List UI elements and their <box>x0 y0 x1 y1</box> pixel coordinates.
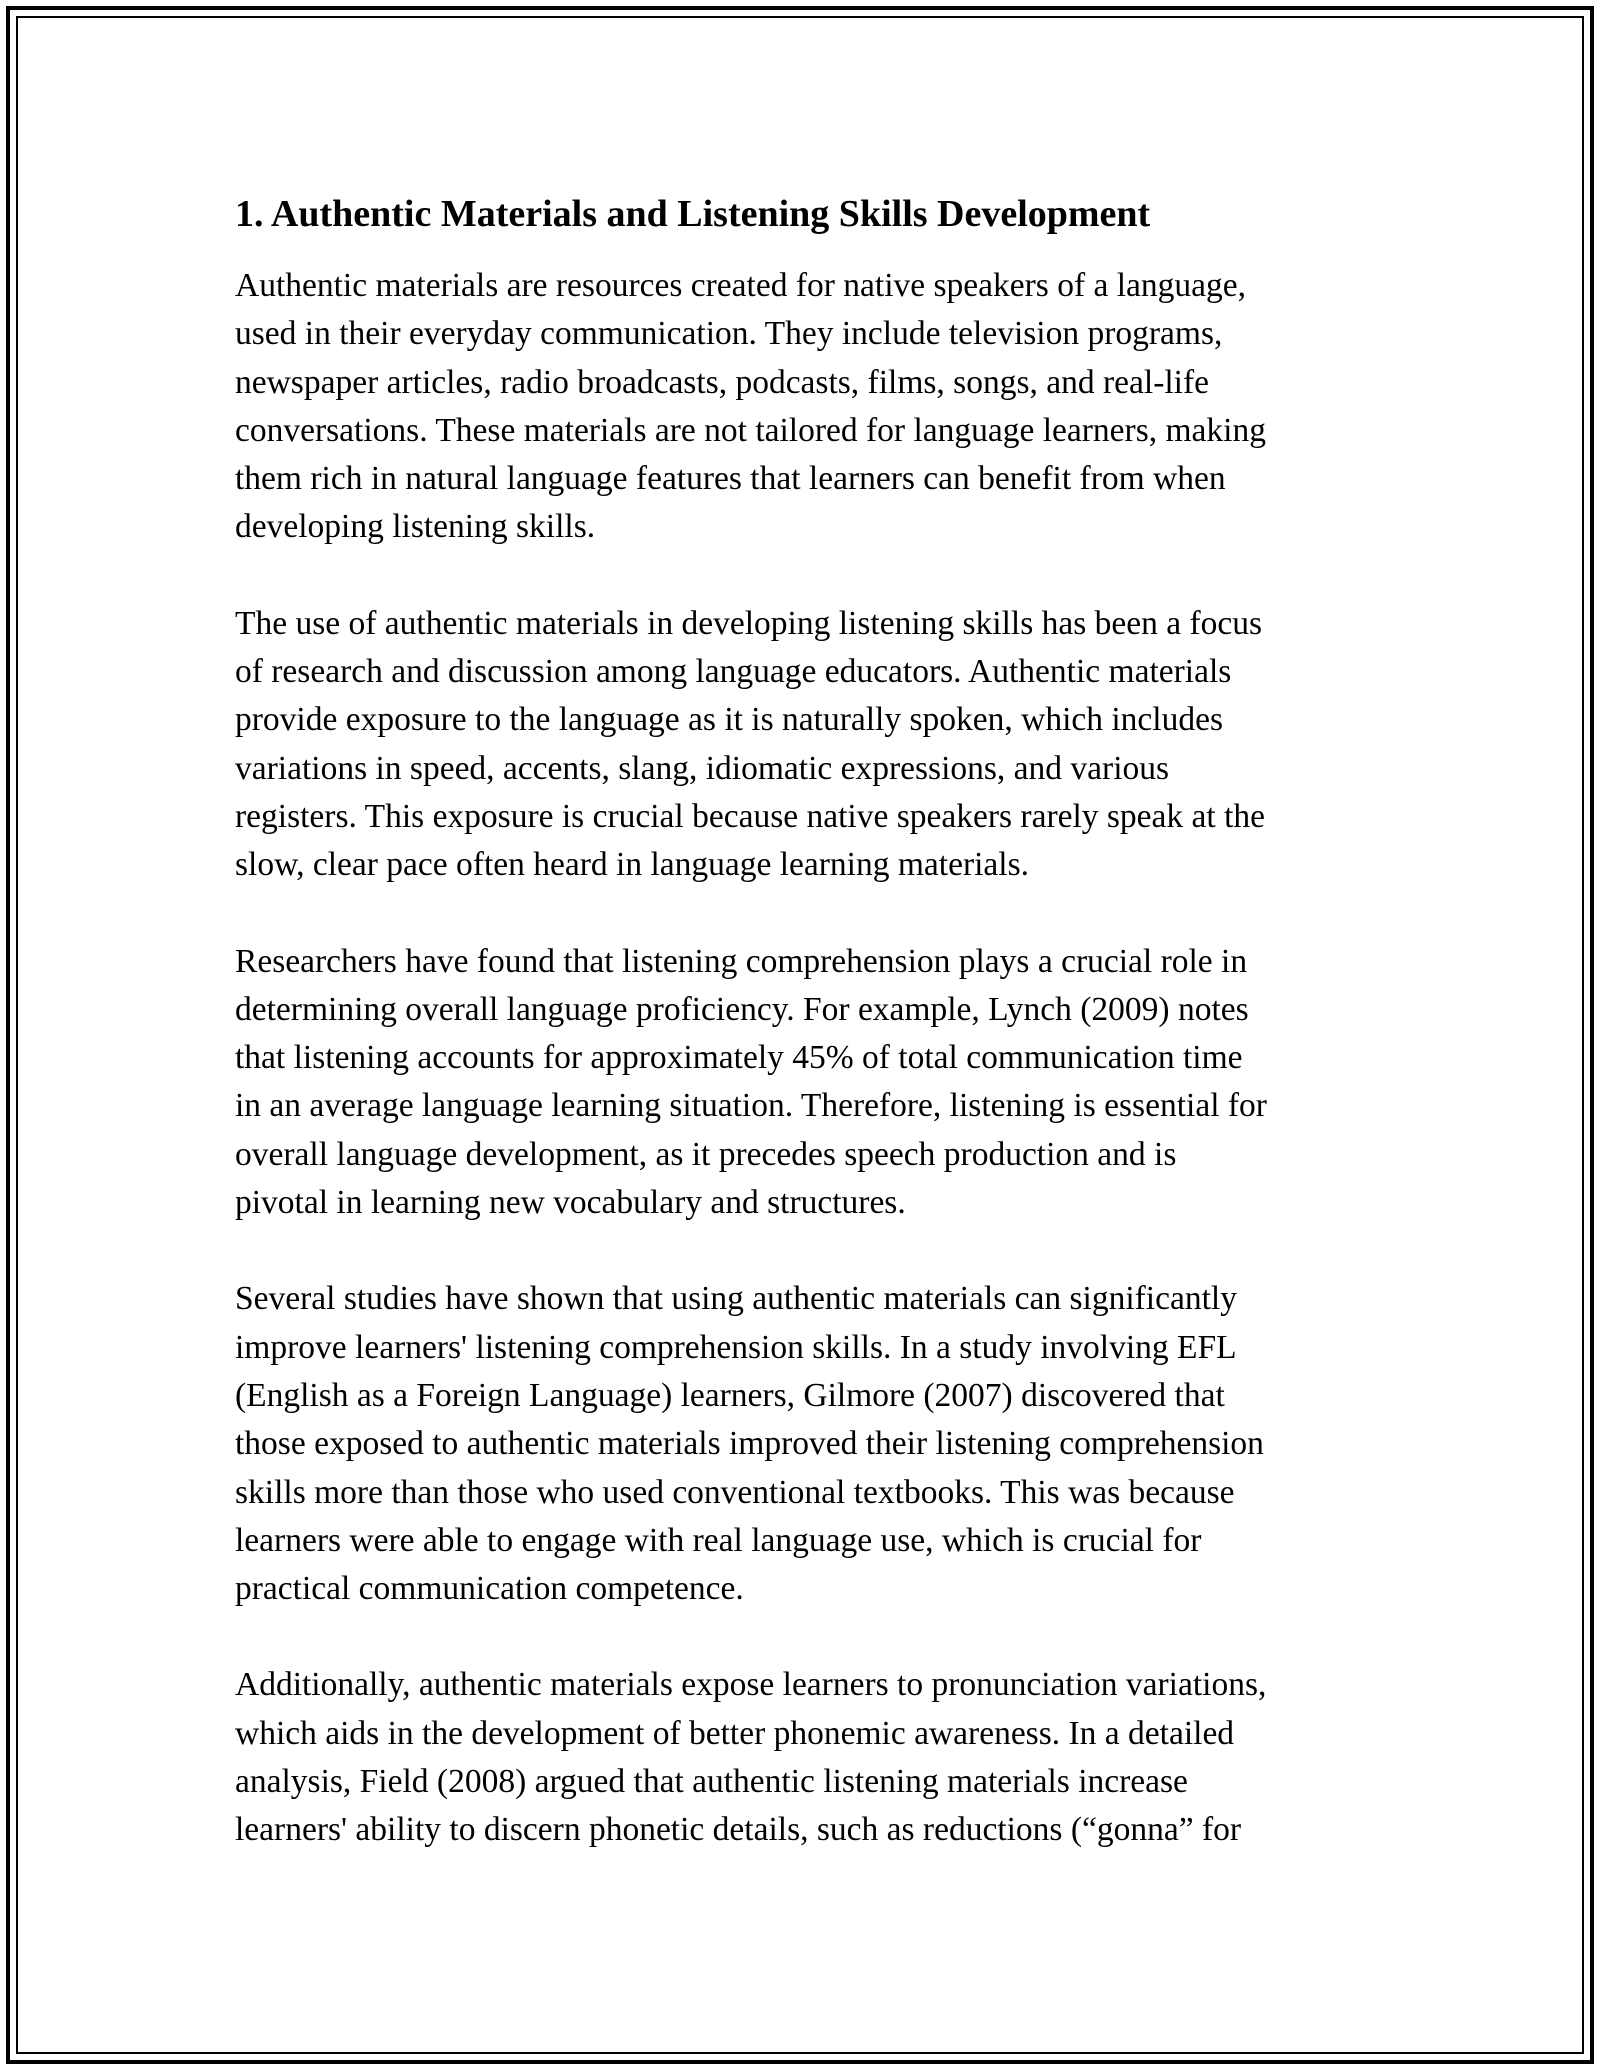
section-heading: 1. Authentic Materials and Listening Skills Development <box>235 193 1151 235</box>
paragraph-1: Authentic materials are resources created for native speakers of a language, used in their everyday communication. They include television programs, newspaper articles, radio broadcasts, podcasts, films, songs, and real-life conversations. These materials are not tailored for language learners, making them rich in natural language features that learners can benefit from when developing listening skills. <box>235 267 1266 546</box>
paragraph-4: Several studies have shown that using authentic materials can significantly improve learners' listening comprehension skills. In a study involving EFL (English as a Foreign Language) learners, Gilmore (2007) discovered that those exposed to authentic materials improved their listening comprehension skills more than those who used conventional textbooks. This was because learners were able to engage with real language use, which is crucial for practical communication competence. <box>235 1280 1264 1608</box>
document-body <box>235 186 1375 1903</box>
paragraph-5: Additionally, authentic materials expose learners to pronunciation variations, which aids in the development of better phonemic awareness. In a detailed analysis, Field (2008) argued that authentic listening materials increase learners' ability to discern phonetic details, such as reductions (“gonna” for <box>235 1666 1267 1849</box>
paragraph-2: The use of authentic materials in developing listening skills has been a focus of research and discussion among language educators. Authentic materials provide exposure to the language as it is naturally spoken, which includes variations in speed, accents, slang, idiomatic expressions, and various registers. This exposure is crucial because native speakers rarely speak at the slow, clear pace often heard in language learning materials. <box>235 604 1266 884</box>
paragraph-3: Researchers have found that listening comprehension plays a crucial role in determining overall language proficiency. For example, Lynch (2009) notes that listening accounts for approximately 45% of total communication time in an average language learning situation. Therefore, listening is essential for overall language development, as it precedes speech production and is pivotal in learning new vocabulary and structures. <box>235 942 1267 1222</box>
